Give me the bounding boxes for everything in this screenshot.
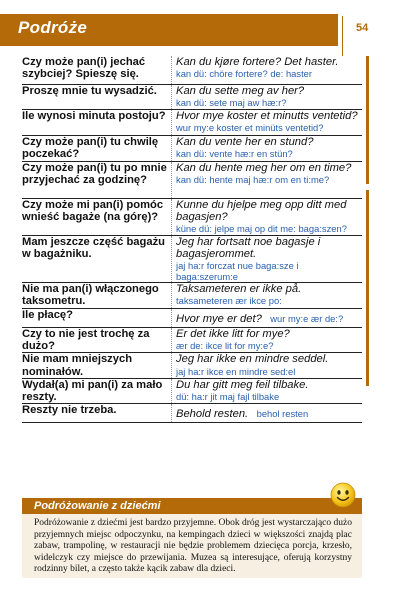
translation-cell — [172, 56, 363, 84]
pronunciation: kan dü: chöre fortere? de: haster — [176, 68, 313, 80]
phrase-row — [22, 353, 362, 378]
pronunciation: kan dü: sete maj aw hæ:r? — [176, 96, 287, 108]
norwegian-phrase: Er det ikke litt for mye? — [176, 327, 290, 340]
pronunciation: jaj ha:r forczat nue baga:sze i baga:szerum:e — [176, 259, 299, 282]
polish-phrase: Ile płacę? — [22, 308, 73, 321]
polish-phrase: Czy może mi pan(i) pomóc wnieść bagaże (na górę)? — [22, 198, 164, 223]
translation-cell — [172, 353, 363, 378]
polish-phrase: Nie mam mniejszych nominałów. — [22, 353, 133, 378]
phrase-row — [22, 308, 362, 327]
norwegian-phrase: Kan du kjøre fortere? Det haster. — [176, 56, 339, 68]
phrase-row — [22, 135, 362, 161]
norwegian-phrase: Kan du vente her en stund? — [176, 135, 314, 148]
tip-text: Podróżowanie z dziećmi jest bardzo przyjemne. Obok dróg jest wystarczająco dużo przyjemnych miejsc odpoczynku, na kempingach dzieci w większości znajdą plac zabaw, trampolinę, w restauracji nie będzie problemem dziecięca porcja, krzesło, widelczyk czy miejsce do przewijania. Muzea są interesujące, oferują korzystny rodzinny bilet, a często także kącik zabaw dla dzieci. — [34, 518, 352, 575]
polish-phrase: Czy może pan(i) tu chwilę poczekać? — [22, 135, 159, 160]
side-bar-upper — [366, 56, 369, 184]
phrase-row — [22, 198, 362, 235]
tip-title: Podróżowanie z dziećmi — [34, 500, 161, 512]
pronunciation: jaj ha:r ikce en mindre sed:el — [176, 365, 296, 377]
phrase-row — [22, 161, 362, 198]
translation-cell — [172, 308, 363, 327]
pronunciation: wur my:e koster et minüts ventetid? — [176, 121, 324, 133]
phrase-row — [22, 235, 362, 282]
pronunciation: wur my:e ær de:? — [270, 312, 344, 324]
translation-cell — [172, 404, 363, 423]
translation-cell — [172, 84, 363, 109]
translation-cell — [172, 161, 363, 198]
section-title: Podróże — [18, 18, 88, 37]
pronunciation: dü: ha:r jit maj fajl tilbake — [176, 390, 280, 402]
phrase-row — [22, 404, 362, 423]
norwegian-phrase: Kan du hente meg her om en time? — [176, 161, 352, 174]
smiley-icon — [330, 482, 356, 508]
translation-cell — [172, 327, 363, 352]
page-number: 54 — [356, 22, 369, 34]
side-bar-lower — [366, 190, 369, 386]
norwegian-phrase: Hvor mye koster et minutts ventetid? — [176, 109, 358, 122]
polish-phrase: Ile wynosi minuta postoju? — [22, 109, 166, 122]
translation-cell — [172, 378, 363, 403]
phrase-table — [22, 56, 362, 423]
polish-phrase: Czy to nie jest trochę za dużo? — [22, 327, 150, 353]
polish-phrase: Nie ma pan(i) włączonego taksometru. — [22, 282, 159, 308]
norwegian-phrase: Jeg har ikke en mindre seddel. — [176, 353, 329, 366]
phrase-row — [22, 109, 362, 135]
pronunciation: küne dü: jelpe maj op dit me: bagа:szen? — [176, 222, 347, 234]
pronunciation: ær de: ikce lit for my:e? — [176, 340, 274, 352]
phrase-row — [22, 84, 362, 109]
norwegian-phrase: Du har gitt meg feil tilbake. — [176, 378, 309, 391]
phrase-row — [22, 282, 362, 308]
translation-cell — [172, 235, 363, 282]
norwegian-phrase: Kunne du hjelpe meg opp ditt med bagasjen? — [176, 198, 347, 223]
norwegian-phrase: Jeg har fortsatt noe bagasje i bagasjerommet. — [176, 235, 321, 260]
phrase-row — [22, 327, 362, 352]
translation-cell — [172, 198, 363, 235]
polish-phrase: Mam jeszcze część bagażu w bagażniku. — [22, 235, 166, 260]
norwegian-phrase: Taksameteren er ikke på. — [176, 282, 302, 295]
pronunciation: behol resten — [256, 408, 309, 420]
tip-box — [22, 498, 362, 578]
page-header — [0, 14, 400, 48]
polish-phrase: Czy może pan(i) jechać szybciej? Spieszę się. — [22, 56, 146, 81]
phrase-row — [22, 378, 362, 403]
norwegian-phrase: Hvor mye er det? — [176, 312, 262, 325]
phrase-row — [22, 56, 362, 84]
pronunciation: kan dü: vente hæ:r en stün? — [176, 147, 293, 159]
header-bar — [0, 14, 338, 46]
polish-phrase: Wydał(a) mi pan(i) za mało reszty. — [22, 378, 163, 403]
pronunciation: taksameteren ær ikce po: — [176, 295, 282, 307]
polish-phrase: Reszty nie trzeba. — [22, 404, 117, 417]
polish-phrase: Proszę mnie tu wysadzić. — [22, 84, 157, 97]
tip-title-bar — [22, 498, 362, 514]
translation-cell — [172, 109, 363, 135]
translation-cell — [172, 282, 363, 308]
norwegian-phrase: Behold resten. — [176, 408, 249, 421]
pronunciation: kan dü: hente maj hæ:r om en ti:me? — [176, 173, 330, 185]
norwegian-phrase: Kan du sette meg av her? — [176, 84, 305, 97]
polish-phrase: Czy może pan(i) tu po mnie przyjechać za godzinę? — [22, 161, 167, 186]
header-separator — [342, 16, 343, 56]
translation-cell — [172, 135, 363, 161]
